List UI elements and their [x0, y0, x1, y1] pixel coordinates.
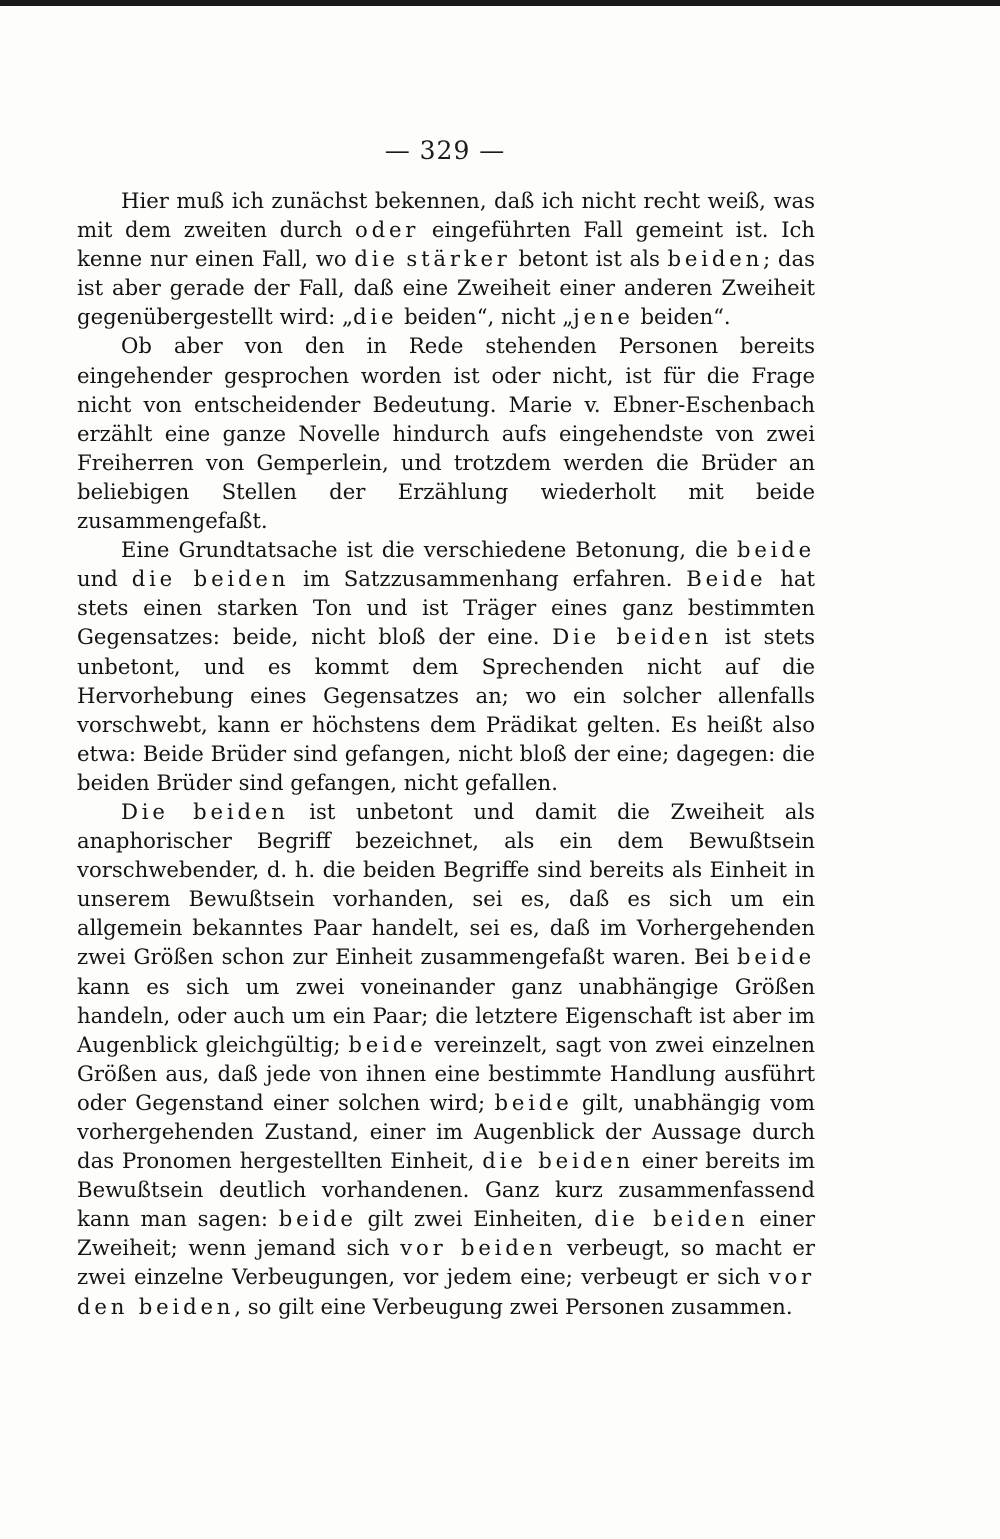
text-segment: , so gilt eine Verbeugung zwei Personen zusammen.: [234, 1293, 793, 1319]
text-segment: einer Zweiheit; wenn jemand sich: [77, 1206, 815, 1261]
text-segment: beiden“.: [633, 304, 731, 330]
text-segment: hat stets einen starken Ton und ist Träger eines ganz bestimmten Gegensatzes: beide, nicht bloß der eine.: [77, 566, 815, 650]
text-segment: kann es sich um zwei voneinander ganz unabhängige Größen handeln, oder auch um ein Paar; die letztere Eigenschaft ist aber im Augenblick gleichgültig;: [77, 973, 815, 1057]
text-segment: ist unbetont und damit die Zweiheit als anaphorischer Begriff bezeichnet, als ein dem Bewußtsein vorschwebender, d. h. die beiden Begriffe sind bereits als Einheit in unserem Bewußtsein vorhanden, sei es, daß es sich um ein allgemein bekanntes Paar handelt, sei es, daß im Vorhergehenden zwei Größen schon zur Einheit zusammengefaßt waren. Bei: [77, 798, 815, 970]
spaced-emphasis: die beiden: [131, 566, 290, 592]
spaced-emphasis: die beiden: [482, 1148, 634, 1174]
text-segment: gilt, unabhängig vom vorhergehenden Zustand, einer im Augenblick der Aussage durch das Pronomen hergestellten Einheit,: [77, 1089, 815, 1174]
spaced-emphasis: beide: [278, 1206, 357, 1232]
spaced-emphasis: beiden: [667, 246, 764, 272]
spaced-emphasis: die beiden: [594, 1206, 749, 1232]
spaced-emphasis: die: [354, 246, 399, 272]
spaced-emphasis: jene: [573, 304, 634, 330]
paragraph-3: [77, 535, 815, 797]
spaced-emphasis: beide: [494, 1089, 573, 1115]
spaced-emphasis: stärker: [406, 246, 511, 272]
spaced-emphasis: oder: [355, 217, 420, 243]
text-segment: beiden“, nicht „: [397, 304, 574, 330]
body-text: [77, 186, 815, 1321]
text-segment: verbeugt, so macht er zwei einzelne Verbeugungen, vor jedem eine; verbeugt er sich: [77, 1235, 815, 1290]
spaced-emphasis: die: [353, 304, 398, 330]
spaced-emphasis: beide: [736, 537, 815, 563]
spaced-emphasis: Die beiden: [552, 624, 713, 650]
spaced-emphasis: Die beiden: [121, 798, 289, 824]
paragraph-1: [77, 186, 815, 331]
text-segment: ist stets unbetont, und es kommt dem Sprechenden nicht auf die Hervorhebung eines Gegensatzes an; wo ein solcher allenfalls vorschwebt, kann er höchstens dem Prädikat gelten. Es heißt also etwa: Beide Brüder sind gefangen, nicht bloß der eine; dagegen: die beiden Brüder sind gefangen, nicht gefallen.: [77, 624, 815, 795]
text-segment: einer bereits im Bewußtsein deutlich vorhandenen. Ganz kurz zusammenfassend kann man sagen:: [77, 1148, 815, 1232]
text-segment: im Satzzusammenhang erfahren.: [289, 566, 687, 592]
paragraph-4: [77, 797, 815, 1321]
text-segment: Eine Grundtatsache ist die verschiedene Betonung, die: [121, 537, 737, 563]
spaced-emphasis: vor den beiden: [77, 1264, 815, 1319]
text-segment: ; das ist aber gerade der Fall, daß eine Zweiheit einer anderen Zweiheit gegenübergestellt wird: „: [77, 246, 815, 330]
text-segment: gilt zwei Einheiten,: [356, 1206, 595, 1232]
text-segment: betont ist als: [510, 246, 668, 272]
text-segment: eingeführten Fall gemeint ist. Ich kenne nur einen Fall, wo: [77, 217, 815, 272]
spaced-emphasis: vor beiden: [400, 1235, 557, 1261]
text-segment: Ob aber von den in Rede stehenden Personen bereits eingehender gesprochen worden ist oder nicht, ist für die Frage nicht von entscheidender Bedeutung. Marie v. Ebner-Eschenbach erzählt eine ganze Novelle hindurch aufs eingehendste von zwei Freiherren von Gemperlein, und trotzdem werden die Brüder an beliebigen Stellen der Erzählung wiederholt mit beide zusammengefaßt.: [77, 333, 815, 534]
text-segment: vereinzelt, sagt von zwei einzelnen Größen aus, daß jede von ihnen eine bestimmte Handlung ausführt oder Gegenstand einer solchen wird;: [77, 1031, 815, 1115]
spaced-emphasis: Beide: [686, 566, 767, 592]
text-segment: Hier muß ich zunächst bekennen, daß ich nicht recht weiß, was mit dem zweiten durch: [77, 188, 815, 243]
spaced-emphasis: beide: [348, 1031, 427, 1057]
page-number: — 329 —: [384, 136, 506, 165]
text-segment: und: [77, 566, 132, 592]
paragraph-2: [77, 331, 815, 535]
book-page: [0, 6, 1000, 1539]
spaced-emphasis: beide: [736, 944, 815, 970]
